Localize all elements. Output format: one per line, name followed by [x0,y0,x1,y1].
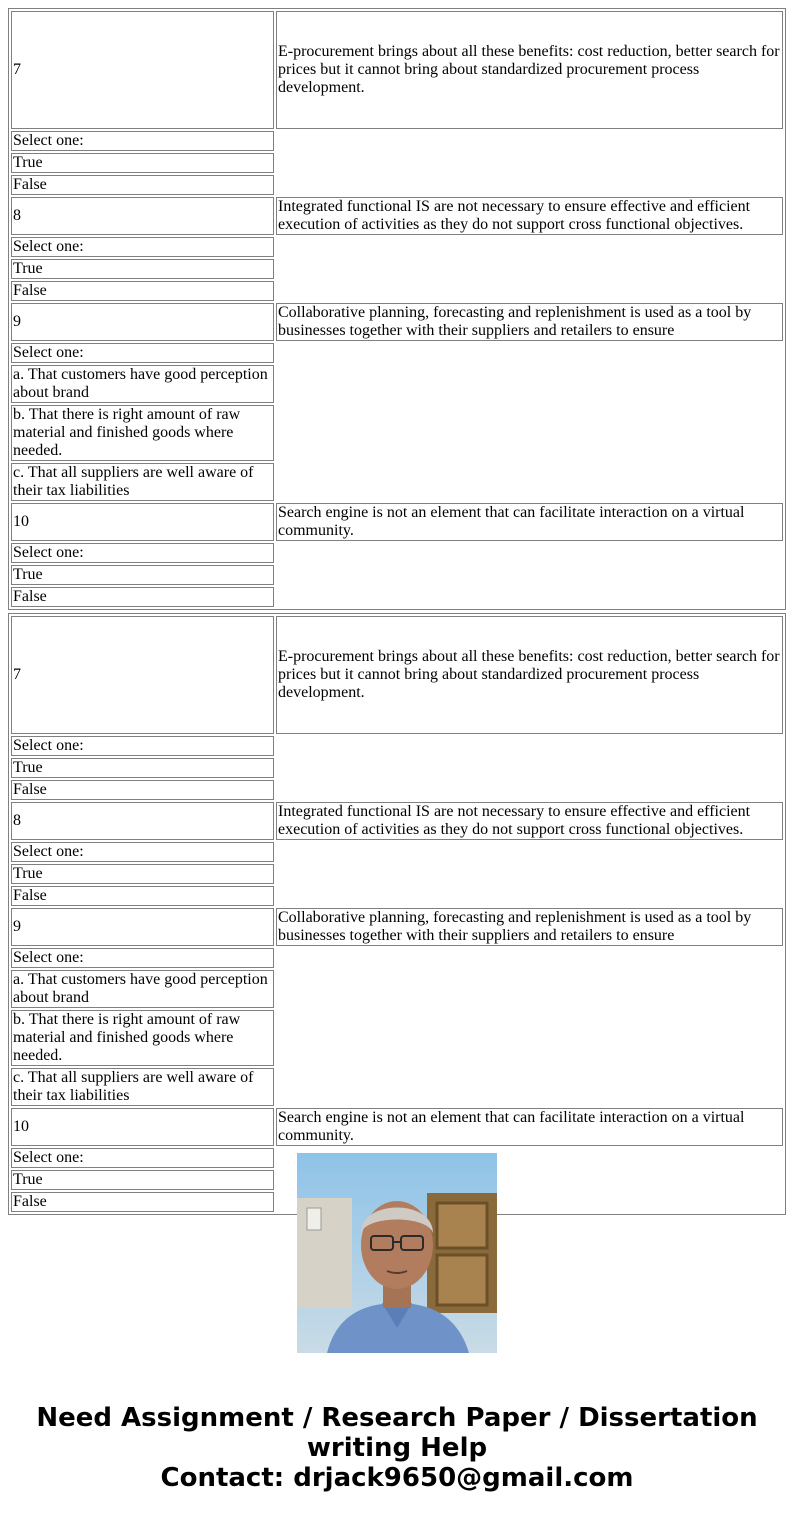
answer-option-a[interactable]: a. That customers have good perception about brand [11,970,274,1008]
question-number: 8 [11,197,274,235]
question-number: 7 [11,11,274,129]
select-one-label: Select one: [11,842,274,862]
select-one-label: Select one: [11,237,274,257]
help-advert [0,1403,794,1493]
question-row [11,197,783,235]
advert-line-1: Need Assignment / Research Paper / Dissertation [36,1403,758,1433]
question-number: 9 [11,303,274,341]
question-row [11,616,783,734]
question-text: Collaborative planning, forecasting and replenishment is used as a tool by businesses together with their suppliers and retailers to ensure [276,908,783,946]
select-one-label: Select one: [11,131,274,151]
question-row [11,1108,783,1146]
question-text: Search engine is not an element that can facilitate interaction on a virtual community. [276,1108,783,1146]
question-text: E-procurement brings about all these benefits: cost reduction, better search for prices but it cannot bring about standardized procurement process development. [276,11,783,129]
question-number: 10 [11,503,274,541]
question-table-repeat [8,613,786,1215]
question-number: 10 [11,1108,274,1146]
answer-option-c[interactable]: c. That all suppliers are well aware of their tax liabilities [11,1068,274,1106]
advert-line-2: writing Help [306,1433,488,1463]
question-row [11,11,783,129]
answer-option-false[interactable]: False [11,1192,274,1212]
answer-option-true[interactable]: True [11,758,274,778]
answer-option-false[interactable]: False [11,175,274,195]
tutor-portrait [297,1153,497,1353]
select-one-label: Select one: [11,343,274,363]
answer-option-b[interactable]: b. That there is right amount of raw material and finished goods where needed. [11,405,274,461]
select-one-label: Select one: [11,948,274,968]
answer-option-false[interactable]: False [11,780,274,800]
question-row [11,908,783,946]
answer-option-c[interactable]: c. That all suppliers are well aware of their tax liabilities [11,463,274,501]
answer-option-true[interactable]: True [11,153,274,173]
question-text: Search engine is not an element that can facilitate interaction on a virtual community. [276,503,783,541]
question-text: E-procurement brings about all these benefits: cost reduction, better search for prices but it cannot bring about standardized procurement process development. [276,616,783,734]
select-one-label: Select one: [11,1148,274,1168]
answer-option-false[interactable]: False [11,886,274,906]
contact-email[interactable]: Contact: drjack9650@gmail.com [160,1463,634,1493]
answer-option-b[interactable]: b. That there is right amount of raw material and finished goods where needed. [11,1010,274,1066]
tutor-avatar [297,1153,497,1353]
answer-option-false[interactable]: False [11,587,274,607]
select-one-label: Select one: [11,543,274,563]
question-row [11,303,783,341]
question-number: 9 [11,908,274,946]
question-text: Integrated functional IS are not necessary to ensure effective and efficient execution of activities as they do not support cross functional objectives. [276,197,783,235]
answer-option-a[interactable]: a. That customers have good perception about brand [11,365,274,403]
answer-option-true[interactable]: True [11,565,274,585]
question-number: 7 [11,616,274,734]
select-one-label: Select one: [11,736,274,756]
question-row [11,802,783,840]
question-number: 8 [11,802,274,840]
answer-option-true[interactable]: True [11,259,274,279]
answer-option-true[interactable]: True [11,864,274,884]
answer-option-true[interactable]: True [11,1170,274,1190]
answer-option-false[interactable]: False [11,281,274,301]
question-text: Collaborative planning, forecasting and replenishment is used as a tool by businesses together with their suppliers and retailers to ensure [276,303,783,341]
question-row [11,503,783,541]
question-table [8,8,786,610]
question-text: Integrated functional IS are not necessary to ensure effective and efficient execution of activities as they do not support cross functional objectives. [276,802,783,840]
